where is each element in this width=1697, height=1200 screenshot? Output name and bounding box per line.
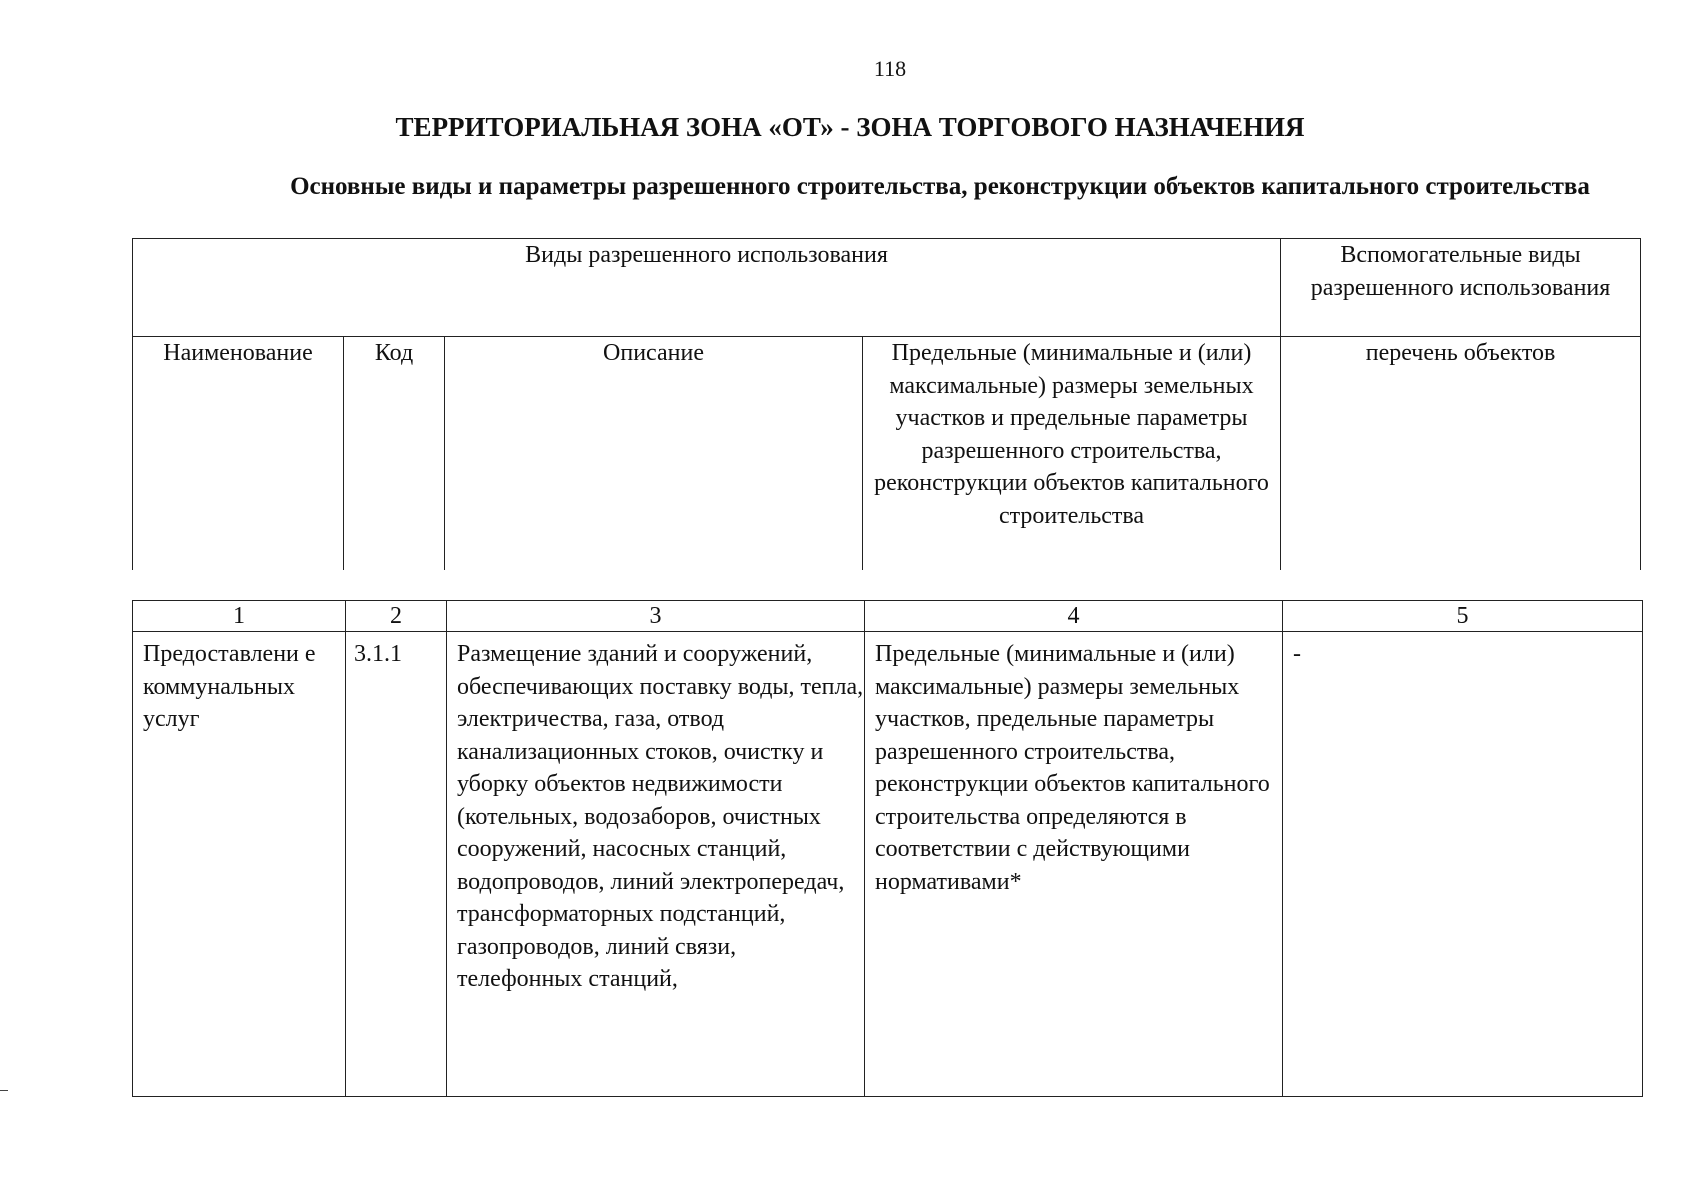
header-params: Предельные (минимальные и (или) максимальные) размеры земельных участков и предельные параметры разрешенного строительства, реконструкции объектов капитального строительства	[863, 337, 1281, 570]
header-name: Наименование	[133, 337, 344, 570]
header-table	[132, 238, 1641, 570]
header-aux-list: перечень объектов	[1281, 337, 1641, 570]
page-number: 118	[873, 56, 907, 81]
column-number: 2	[346, 601, 447, 632]
header-description: Описание	[445, 337, 863, 570]
column-number: 1	[133, 601, 346, 632]
row-params: Предельные (минимальные и (или) максимальные) размеры земельных участков, предельные параметры разрешенного строительства, реконструкции объектов капитального строительства определяются в соответствии с действующими нормативами*	[865, 632, 1283, 1097]
column-number-row	[133, 601, 1643, 632]
margin-mark	[0, 1090, 8, 1091]
row-aux: -	[1283, 632, 1643, 1097]
header-main-group: Виды разрешенного использования	[133, 239, 1281, 337]
row-code: 3.1.1	[346, 632, 447, 1097]
header-code: Код	[344, 337, 445, 570]
section-subtitle: Основные виды и параметры разрешенного строительства, реконструкции объектов капитального строительства	[290, 173, 1590, 200]
header-aux-group: Вспомогательные виды разрешенного использования	[1281, 239, 1641, 337]
table-row	[133, 632, 1643, 1097]
column-number: 4	[865, 601, 1283, 632]
zone-title: ТЕРРИТОРИАЛЬНАЯ ЗОНА «ОТ» - ЗОНА ТОРГОВОГО НАЗНАЧЕНИЯ	[395, 112, 1305, 142]
column-number: 3	[447, 601, 865, 632]
column-number: 5	[1283, 601, 1643, 632]
row-name: Предоставлени е коммунальных услуг	[133, 632, 346, 1097]
row-description: Размещение зданий и сооружений, обеспечивающих поставку воды, тепла, электричества, газа, отвод канализационных стоков, очистку и уборку объектов недвижимости (котельных, водозаборов, очистных сооружений, насосных станций, водопроводов, линий электропередач, трансформаторных подстанций, газопроводов, линий связи, телефонных станций,	[447, 632, 865, 1097]
body-table	[132, 600, 1643, 1097]
